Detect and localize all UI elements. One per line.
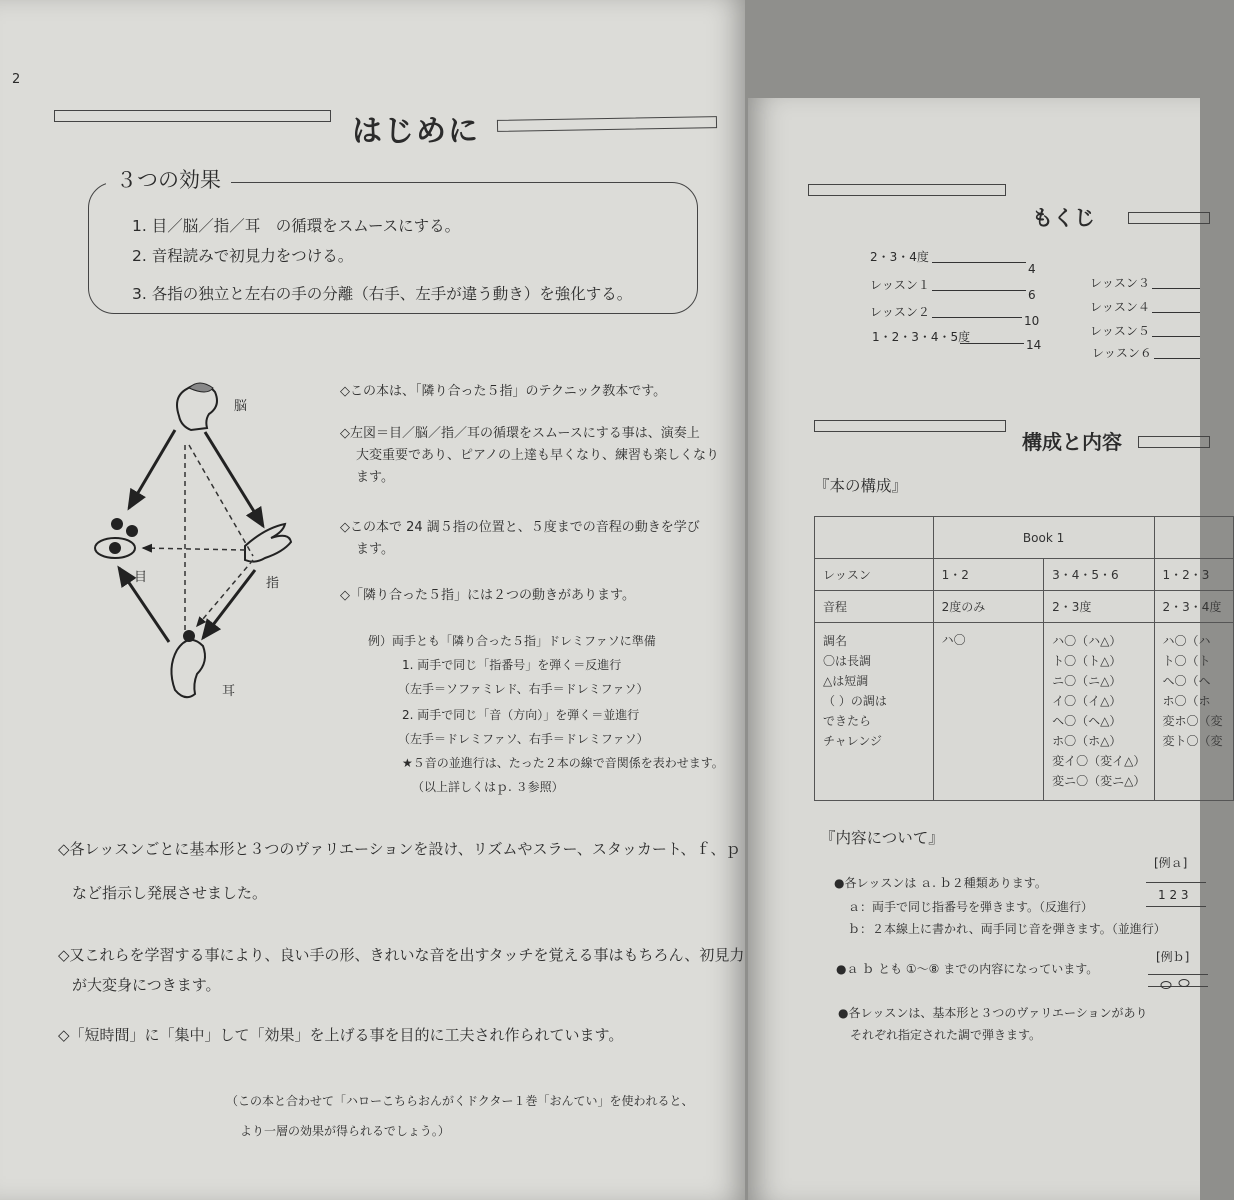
right-page [748,98,1223,1200]
content-4: ●ａ ｂ とも ①〜⑧ までの内容になっています。 [836,962,1099,976]
table-book: Book 1 [933,517,1154,559]
section-title: 構成と内容 [1022,430,1122,454]
example-line-6: ★５音の並進行は、たった２本の線で音関係を表わせます。 [402,756,724,770]
toc-right-3: レッスン５ [1090,324,1150,338]
bottom-1a: ◇各レッスンごとに基本形と３つのヴァリエーションを設け、リズムやスラー、スタッカート、ｆ、ｐ [58,840,741,858]
page-title: はじめに [352,114,480,149]
hand-icon [245,524,291,562]
example-a-label: [例ａ] [1154,856,1188,870]
label-finger: 指 [266,576,280,591]
ear-icon [171,630,205,697]
section-rule-left [814,420,1006,432]
table-row-lesson: レッスン [815,559,934,591]
table-row-interval: 音程 [815,591,934,623]
example-b-label: [例ｂ] [1156,950,1190,964]
toc-page-4: 14 [1026,338,1042,352]
toc-item-2: レッスン１ [870,278,930,292]
example-line-5: （左手＝ドレミファソ、右手＝ドレミファソ） [398,732,649,746]
footnote-1: （この本と合わせて「ハローこちらおんがくドクター１巻「おんてい」を使われると、 [226,1094,694,1108]
para-4: ◇「隣り合った５指」には２つの動きがあります。 [340,588,635,603]
toc-title: もくじ [1032,206,1095,230]
eye-icon [95,518,138,558]
example-line-1: 例）両手とも「隣り合った５指」ドレミファソに準備 [368,634,656,648]
para-1: ◇この本は、「隣り合った５指」のテクニック教本です。 [340,384,667,399]
title-rule-left [54,110,331,122]
content-1: ●各レッスンは ａ. ｂ２種類あります。 [834,876,1047,890]
toc-right-2: レッスン４ [1090,300,1150,314]
para-2c: ます。 [356,470,394,485]
toc-page-1: 4 [1028,262,1036,276]
head-icon [177,383,217,430]
toc-item-3: レッスン２ [870,305,930,319]
example-line-3: （左手＝ソファミレド、右手＝ドレミファソ） [398,682,649,696]
example-line-4: 2. 両手で同じ「音（方向）」を弾く＝並進行 [402,708,640,722]
title-rule-right [497,116,717,132]
toc-item-1: 2・3・4度 [870,250,929,264]
toc-right-1: レッスン３ [1090,276,1150,290]
book-structure-heading: 『本の構成』 [814,477,908,495]
toc-rule-right [1128,212,1210,224]
para-2b: 大変重要であり、ピアノの上達も早くなり、練習も楽しくなり [356,448,719,463]
example-b-notes [1156,978,1196,992]
footnote-2: より一層の効果が得られるでしょう。） [240,1124,450,1138]
example-a-nums: 1 2 3 [1158,888,1189,902]
para-2a: ◇左図＝目／脳／指／耳の循環をスムースにする事は、演奏上 [340,426,700,441]
content-heading: 『内容について』 [820,829,944,847]
toc-right-4: レッスン６ [1092,346,1152,360]
example-line-2: 1. 両手で同じ「指番号」を弾く＝反進行 [402,658,622,672]
effect-item-1: 1. 目／脳／指／耳 の循環をスムースにする。 [132,217,461,235]
label-ear: 耳 [222,684,236,699]
effect-item-2: 2. 音程読みで初見力をつける。 [132,247,354,265]
toc-item-4: 1・2・3・4・5度 [872,330,971,344]
page-number: 2 [12,72,21,87]
effect-item-3: 3. 各指の独立と左右の手の分離（右手、左手が違う動き）を強化する。 [132,285,633,303]
para-3b: ます。 [356,542,394,557]
para-3a: ◇この本で 24 調５指の位置と、５度までの音程の動きを学び [340,520,700,535]
label-brain: 脳 [234,399,248,414]
cycle-diagram [85,370,325,700]
example-line-7: （以上詳しくはｐ. ３参照） [412,780,564,794]
bottom-2b: が大変身につきます。 [72,976,221,994]
content-2: ａ：両手で同じ指番号を弾きます。（反進行） [848,900,1094,914]
bottom-3: ◇「短時間」に「集中」して「効果」を上げる事を目的に工夫され作られています。 [58,1026,624,1044]
label-eye: 目 [134,570,148,585]
content-5: ●各レッスンは、基本形と３つのヴァリエーションがあり [838,1006,1148,1020]
bottom-2a: ◇又これらを学習する事により、良い手の形、きれいな音を出すタッチを覚える事はもちろん、初見力 [58,946,745,964]
content-6: それぞれ指定された調で弾きます。 [850,1028,1042,1042]
toc-page-2: 6 [1028,288,1036,302]
toc-rule-left [808,184,1006,196]
content-3: ｂ：２本線上に書かれ、両手同じ音を弾きます。（並進行） [848,922,1166,936]
structure-table: Book 1 レッスン 1・2 3・4・5・6 1・2・3 音程 2度のみ 2・3度 2・3・4度 調名 〇は長調 △は短調 （ ）の調は できたら チャレンジ ハ〇 ハ〇（ハ△） ト〇（ト△） ニ〇（ニ△） イ〇（イ△） ヘ〇（ヘ△） ホ〇（ホ△） 変イ〇（変イ△） 変ニ〇（変ニ△） ハ〇（ハ ト〇（ト ヘ〇（ヘ ホ〇（ホ 変ホ〇（変 変ト〇（変 [814,516,1234,801]
toc-page-3: 10 [1024,314,1040,328]
effects-heading: ３つの効果 [106,164,231,194]
bottom-1b: など指示し発展させました。 [72,884,268,902]
section-rule-right [1138,436,1210,448]
